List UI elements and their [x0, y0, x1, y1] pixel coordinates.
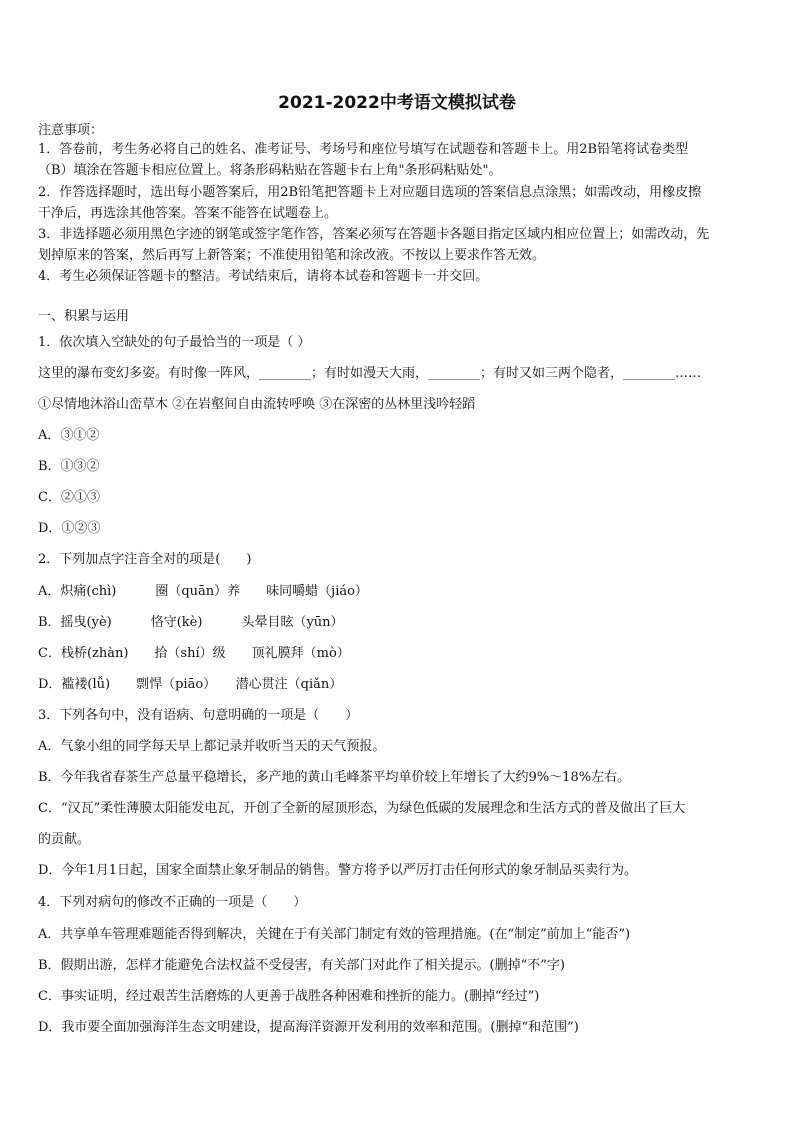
- notice-line: 划掉原来的答案，然后再写上新答案；不准使用铅笔和涂改液。不按以上要求作答无效。: [38, 248, 546, 263]
- choice: D．我市要全面加强海洋生态文明建设，提高海洋资源开发利用的效率和范围。(删掉“和范围”): [38, 1020, 579, 1035]
- notice-line: 2．作答选择题时，选出每小题答案后，用2B铅笔把答题卡上对应题目选项的答案信息点涂黑；如需改动，用橡皮擦: [38, 185, 702, 200]
- choice: C．栈桥(zhàn) 拾（shí）级 顶礼膜拜（mò）: [38, 646, 350, 661]
- section-heading: 一、积累与运用: [38, 309, 130, 324]
- notice-line: 1．答卷前，考生务必将自己的姓名、准考证号、考场号和座位号填写在试题卷和答题卡上。用2B铅笔将试卷类型: [38, 142, 689, 157]
- choice: A．③①②: [38, 428, 100, 443]
- choice-continuation: 的贡献。: [38, 832, 91, 847]
- choice: A．气象小组的同学每天早上都记录并收听当天的天气预报。: [38, 739, 386, 754]
- choice: B．①③②: [38, 459, 100, 474]
- choice: C．“汉瓦”柔性薄膜太阳能发电瓦，开创了全新的屋顶形态，为绿色低碳的发展理念和生活方式的普及做出了巨大: [38, 801, 686, 816]
- choice: B．假期出游，怎样才能避免合法权益不受侵害，有关部门对此作了相关提示。(删掉“不”字): [38, 958, 565, 973]
- choice: C．②①③: [38, 490, 100, 505]
- question-stem: 3．下列各句中，没有语病、句意明确的一项是（ ）: [38, 708, 359, 723]
- notice-line: （B）填涂在答题卡相应位置上。将条形码粘贴在答题卡右上角"条形码粘贴处"。: [38, 163, 502, 178]
- page-title: 2021-2022中考语文模拟试卷: [278, 93, 516, 113]
- choice: C．事实证明，经过艰苦生活磨炼的人更善于战胜各种困难和挫折的能力。(删掉“经过”): [38, 989, 540, 1004]
- choice: D．①②③: [38, 521, 101, 536]
- notice-heading: 注意事项：: [38, 123, 104, 138]
- question-stem: 2．下列加点字注音全对的项是( ): [38, 552, 252, 567]
- choice: B．今年我省春茶生产总量平稳增长，多产地的黄山毛峰茶平均单价较上年增长了大约9%～18%左右。: [38, 770, 631, 785]
- choice: A．共享单车管理难题能否得到解决，关键在于有关部门制定有效的管理措施。(在“制定”前加上“能否”): [38, 927, 631, 942]
- question-stem: 1．依次填入空缺处的句子最恰当的一项是（ ）: [38, 335, 311, 350]
- choice: A．炽痛(chì) 圈（quān）养 味同嚼蜡（jiáo）: [38, 584, 368, 599]
- question-stem: 4．下列对病句的修改不正确的一项是（ ）: [38, 895, 307, 910]
- notice-line: 干净后，再选涂其他答案。答案不能答在试题卷上。: [38, 206, 338, 221]
- choice: D．褴褛(lǚ) 剽悍（piāo） 潜心贯注（qiǎn）: [38, 677, 343, 692]
- question-options-text: ①尽情地沐浴山峦草木 ②在岩壑间自由流转呼唤 ③在深密的丛林里浅吟轻蹈: [38, 397, 476, 412]
- notice-line: 4．考生必须保证答题卡的整洁。考试结束后，请将本试卷和答题卡一并交回。: [38, 269, 489, 284]
- choice: D．今年1月1日起，国家全面禁止象牙制品的销售。警方将予以严厉打击任何形式的象牙制品买卖行为。: [38, 863, 637, 878]
- notice-line: 3．非选择题必须用黑色字迹的钢笔或签字笔作答，答案必须写在答题卡各题目指定区域内相应位置上；如需改动，先: [38, 227, 710, 242]
- question-passage: 这里的瀑布变幻多姿。有时像一阵风，________；有时如漫天大雨，________；有时又如三两个隐者，________……: [38, 366, 702, 381]
- choice: B．摇曳(yè) 恪守(kè) 头晕目眩（yūn）: [38, 615, 344, 630]
